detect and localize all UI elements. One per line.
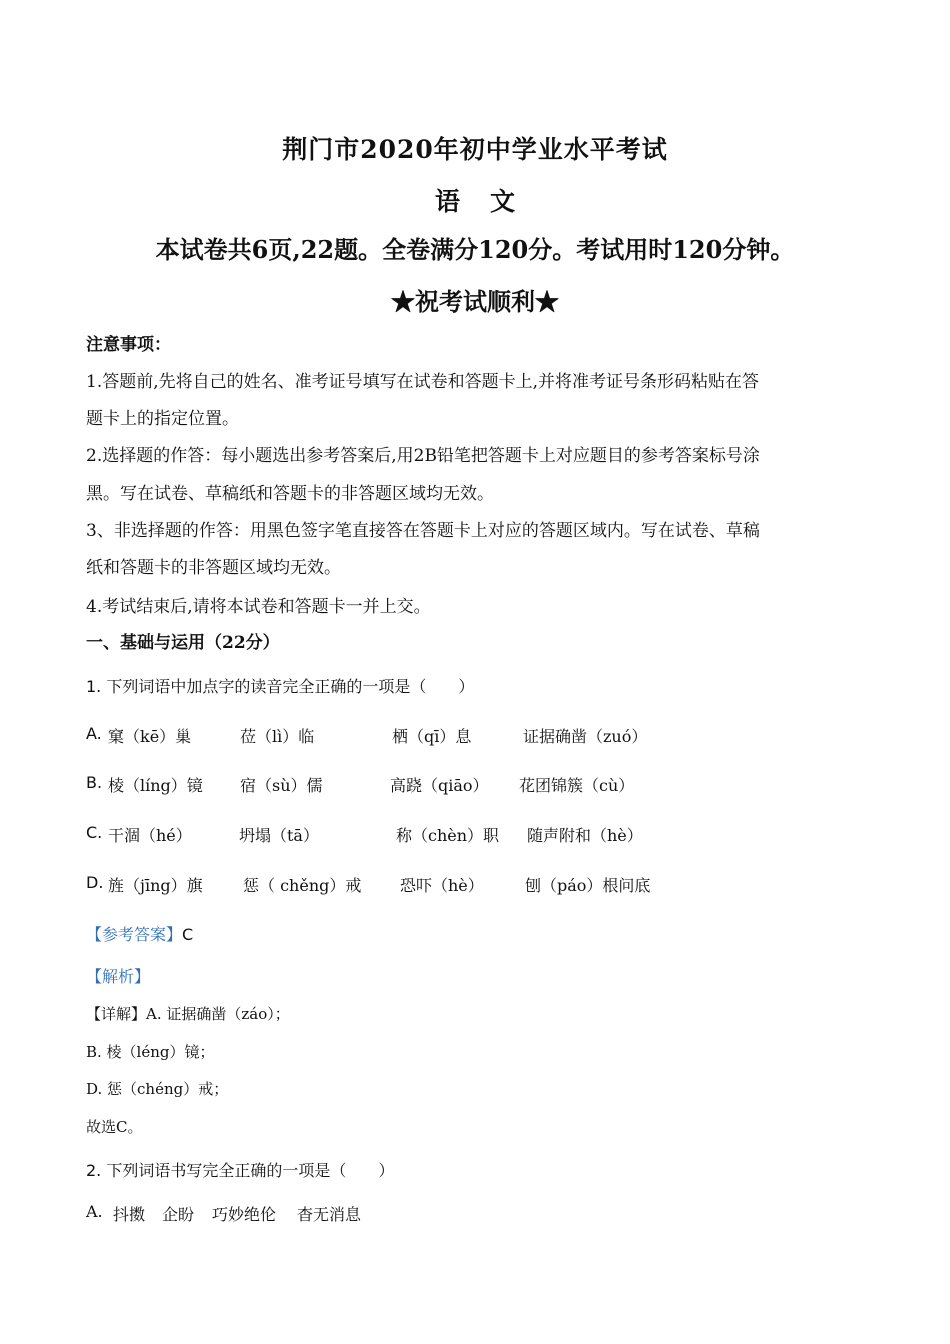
note-1-line-2: 题卡上的指定位置。 xyxy=(86,409,239,429)
option-item: 抖擞 xyxy=(113,1205,146,1224)
option-label: A. xyxy=(86,1202,103,1221)
option-item: 窠（kē）巢 xyxy=(108,727,192,746)
option-label: C. xyxy=(86,823,103,842)
option-label: D. xyxy=(86,873,104,892)
answer-line xyxy=(86,922,193,945)
option-item: 高跷（qiāo） xyxy=(390,776,489,795)
option-item: 企盼 xyxy=(162,1205,195,1224)
option-item: 棱（líng）镜 xyxy=(108,776,203,795)
option-item: 惩（ chěng）戒 xyxy=(243,876,362,895)
note-3-line-1: 3、非选择题的作答：用黑色签字笔直接答在答题卡上对应的答题区域内。写在试卷、草稿 xyxy=(86,521,760,541)
option-item: 莅（lì）临 xyxy=(240,727,315,746)
option-item: 栖（qī）息 xyxy=(392,727,472,746)
option-item: 恐吓（hè） xyxy=(400,876,484,895)
answer-value: C xyxy=(182,925,194,944)
option-label: A. xyxy=(86,724,102,743)
option-item: 干涸（hé） xyxy=(108,826,192,845)
option-item: 证据确凿（zuó） xyxy=(523,727,648,746)
option-item: 巧妙绝伦 xyxy=(212,1205,277,1224)
note-2-line-1: 2.选择题的作答：每小题选出参考答案后,用2B铅笔把答题卡上对应题目的参考答案标号涂 xyxy=(86,446,760,466)
exam-wish: ★祝考试顺利★ xyxy=(391,287,559,316)
question-1-stem: 1. 下列词语中加点字的读音完全正确的一项是（ ） xyxy=(86,677,475,696)
option-item: 杳无消息 xyxy=(297,1205,362,1224)
note-3-line-2: 纸和答题卡的非答题区域均无效。 xyxy=(86,558,341,578)
option-item: 随声附和（hè） xyxy=(527,826,643,845)
notes-heading: 注意事项： xyxy=(86,335,171,355)
option-label: B. xyxy=(86,773,103,792)
section-title: 一、基础与运用（22分） xyxy=(86,633,280,653)
note-1-line-1: 1.答题前,先将自己的姓名、准考证号填写在试卷和答题卡上,并将准考证号条形码粘贴在答 xyxy=(86,372,760,392)
detail-a: A. 证据确凿（záo）； xyxy=(146,1005,290,1023)
exam-info: 本试卷共6页,22题。全卷满分120分。考试用时120分钟。 xyxy=(155,235,795,264)
question-2-stem: 2. 下列词语书写完全正确的一项是（ ） xyxy=(86,1161,395,1180)
conclusion: 故选C。 xyxy=(86,1118,143,1136)
detail-d: D. 惩（chéng）戒； xyxy=(86,1080,229,1098)
option-item: 花团锦簇（cù） xyxy=(519,776,635,795)
option-item: 称（chèn）职 xyxy=(396,826,500,845)
option-item: 刨（páo）根问底 xyxy=(525,876,651,895)
option-item: 旌（jīng）旗 xyxy=(108,876,203,895)
analysis-label: 【解析】 xyxy=(86,967,151,986)
detail-b: B. 棱（léng）镜； xyxy=(86,1043,215,1061)
subject-title: 语文 xyxy=(434,187,545,216)
detail-line-a xyxy=(86,1003,290,1024)
option-item: 坍塌（tā） xyxy=(239,826,319,845)
answer-label: 【参考答案】 xyxy=(86,925,183,944)
option-item: 宿（sù）儒 xyxy=(240,776,323,795)
note-2-line-2: 黑。写在试卷、草稿纸和答题卡的非答题区域均无效。 xyxy=(86,484,494,504)
note-4: 4.考试结束后,请将本试卷和答题卡一并上交。 xyxy=(86,597,431,617)
detail-label: 【详解】 xyxy=(86,1005,147,1023)
exam-title: 荆门市2020年初中学业水平考试 xyxy=(282,135,668,164)
